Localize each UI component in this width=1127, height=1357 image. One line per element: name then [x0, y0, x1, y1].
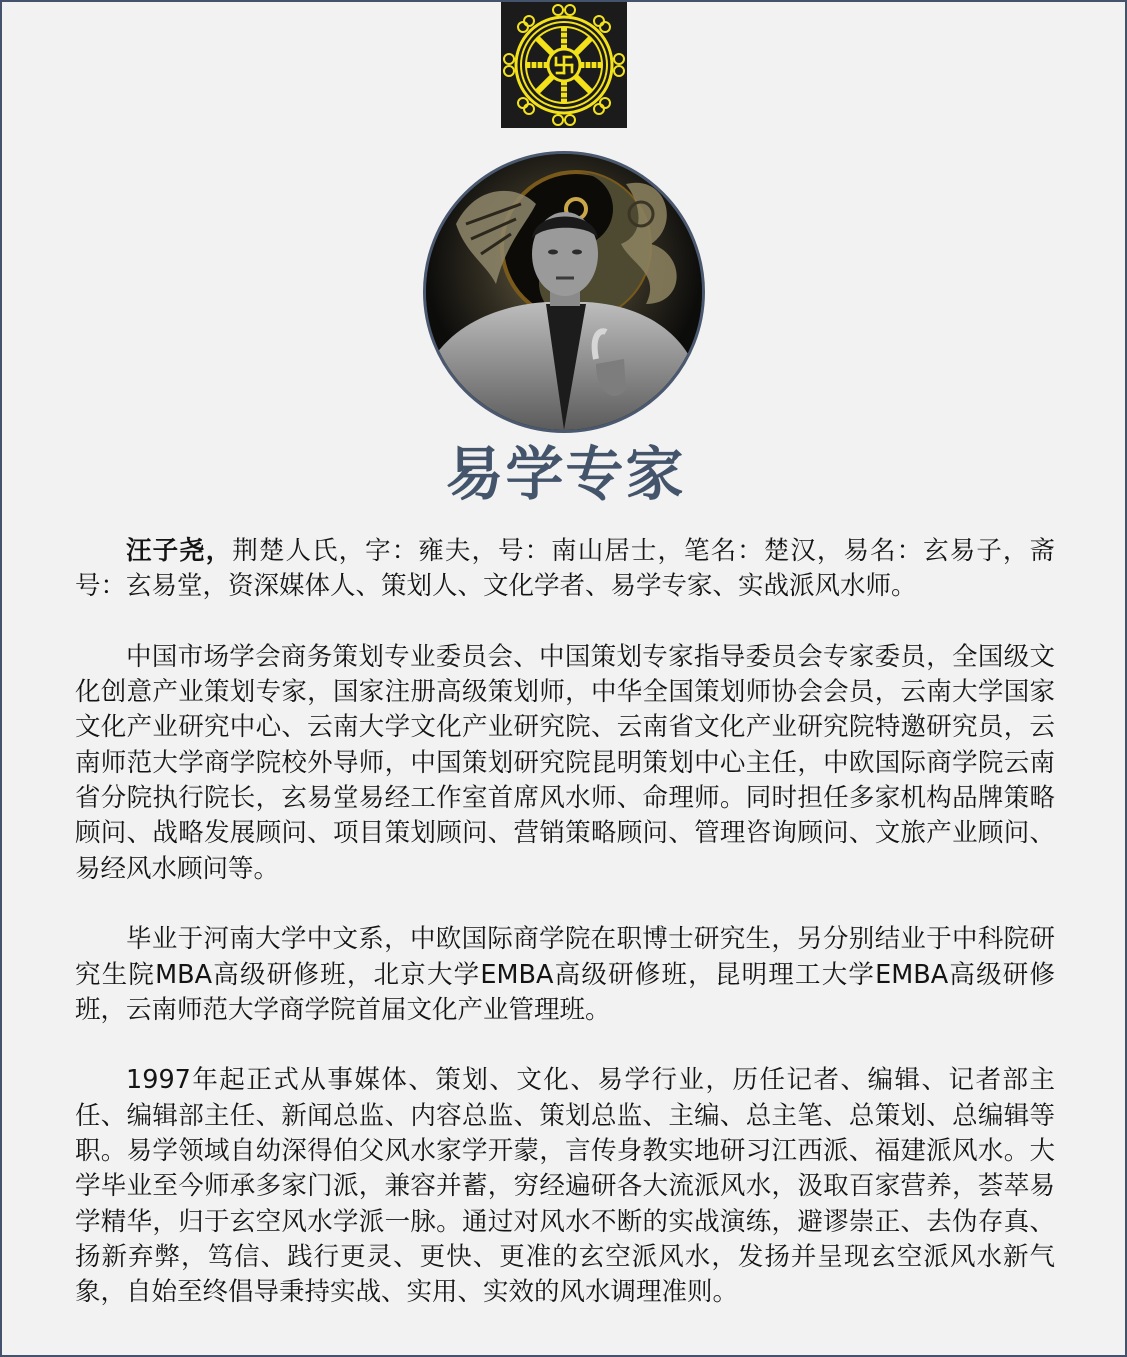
- portrait-image: [426, 154, 702, 430]
- page-title: 易学专家: [445, 440, 686, 508]
- intro-text: 荆楚人氏，字：雍夫，号：南山居士，笔名：楚汉，易名：玄易子，斋号：玄易堂，资深媒体人、策划人、文化学者、易学专家、实战派风水师。: [75, 536, 1055, 602]
- paragraph-career: 1997年起正式从事媒体、策划、文化、易学行业，历任记者、编辑、记者部主任、编辑部主任、新闻总监、内容总监、策划总监、主编、总主笔、总策划、总编辑等职。易学领域自幼深得伯父风水家学开蒙，言传身教实地研习江西派、福建派风水。大学毕业至今师承多家门派，兼容并蓄，穷经遍研各大流派风水，汲取百家营养，荟萃易学精华，归于玄空风水学派一脉。通过对风水不断的实战演练，避谬崇正、去伪存真、扬新弃弊，笃信、践行更灵、更快、更准的玄空派风水，发扬并呈现玄空派风水新气象，自始至终倡导秉持实战、实用、实效的风水调理准则。: [75, 1065, 1055, 1308]
- paragraph-titles: 中国市场学会商务策划专业委员会、中国策划专家指导委员会专家委员，全国级文化创意产业策划专家，国家注册高级策划师，中华全国策划师协会会员，云南大学国家文化产业研究中心、云南大学文化产业研究院、云南省文化产业研究院特邀研究员，云南师范大学商学院校外导师，中国策划研究院昆明策划中心主任，中欧国际商学院云南省分院执行院长，玄易堂易经工作室首席风水师、命理师。同时担任多家机构品牌策略顾问、战略发展顾问、项目策划顾问、营销策略顾问、管理咨询顾问、文旅产业顾问、易经风水顾问等。: [75, 641, 1055, 884]
- biography: [75, 534, 1055, 1346]
- paragraph-education: 毕业于河南大学中文系，中欧国际商学院在职博士研究生，另分别结业于中科院研究生院MBA高级研修班，北京大学EMBA高级研修班，昆明理工大学EMBA高级研修班，云南师范大学商学院首届文化产业管理班。: [75, 924, 1055, 1025]
- dharma-wheel-swastika-icon: [501, 2, 627, 128]
- paragraph-intro: [75, 534, 1055, 605]
- profile-portrait: [423, 151, 705, 433]
- dharma-wheel-logo: [501, 2, 627, 128]
- person-name: 汪子尧，: [126, 536, 233, 566]
